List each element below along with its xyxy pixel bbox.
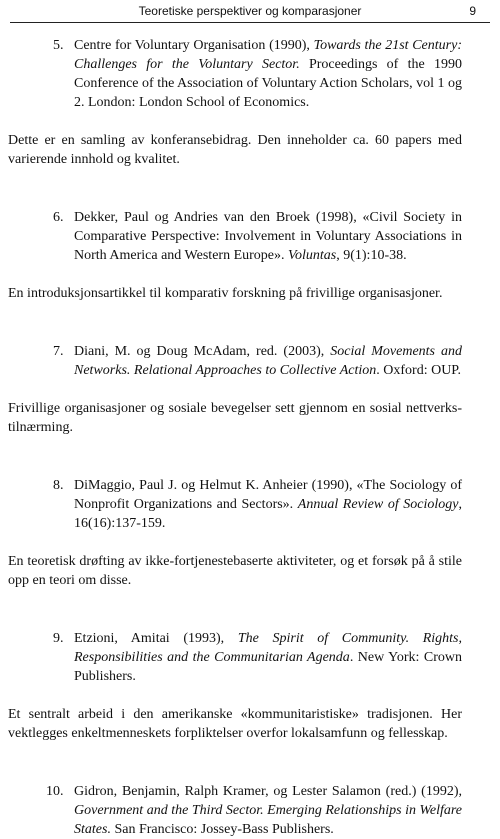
page-number: 9	[469, 4, 476, 18]
reference-entry	[8, 36, 462, 112]
reference-entry	[8, 629, 462, 686]
reference-text: Centre for Voluntary Organisation (1990),	[74, 38, 314, 53]
running-header	[10, 0, 490, 23]
reference-text: , 16(16):137-159.	[74, 497, 463, 531]
reference-text: Diani, M. og Doug McAdam, red. (2003),	[74, 344, 331, 359]
reference-text: Proceedings of the 1990 Conference of the Association of Voluntary Action Scholars, vol 1 og 2. London: London School of Economics.	[74, 57, 462, 110]
reference-text: San Francisco: Jossey-Bass Publishers.	[110, 822, 334, 837]
page-body	[8, 36, 462, 839]
reference-title: Government and the Third Sector. Emerging Relationships in Welfare States.	[74, 803, 462, 837]
reference-title: Annual Review of Sociology	[297, 497, 459, 512]
annotation: Frivillige organisasjoner og sosiale bevegelser sett gjennom en sosial nettverks-tilnærming.	[8, 401, 462, 435]
reference-text: , 9(1):10-38.	[336, 248, 407, 263]
reference-title: Towards the 21st Century: Challenges for the Voluntary Sector.	[74, 38, 462, 72]
annotation: Dette er en samling av konferansebidrag. Den inneholder ca. 60 papers med varierende innhold og kvalitet.	[8, 133, 462, 167]
running-title: Teoretiske perspektiver og komparasjoner	[138, 4, 362, 18]
reference-number: 6.	[53, 210, 64, 225]
reference-text: . Oxford: OUP.	[376, 363, 462, 378]
reference-number: 8.	[53, 478, 64, 493]
reference-number: 7.	[53, 344, 64, 359]
reference-text: Etzioni, Amitai (1993),	[74, 631, 238, 646]
reference-number: 9.	[53, 631, 64, 646]
annotation: En teoretisk drøfting av ikke-fortjenestebaserte aktiviteter, og et forsøk på å stile opp en teori om disse.	[8, 554, 462, 588]
reference-title: The Spirit of Community. Rights, Responsibilities and the Communitarian Agenda	[74, 631, 462, 665]
reference-title: Social Movements and Networks. Relational Approaches to Collective Action	[74, 344, 462, 378]
reference-title: Voluntas	[288, 248, 337, 263]
reference-entry	[8, 342, 462, 380]
reference-number: 10.	[46, 784, 64, 799]
reference-entry	[8, 208, 462, 265]
annotation: Et sentralt arbeid i den amerikanske «kommunitaristiske» tradisjonen. Her vektlegges enkeltmenneskets forpliktelser overfor lokalsamfunn og fellesskap.	[8, 707, 462, 741]
reference-text: Gidron, Benjamin, Ralph Kramer, og Lester Salamon (red.) (1992),	[74, 784, 462, 799]
reference-text: Dekker, Paul og Andries van den Broek (1998), «Civil Society in Comparative Perspective: Involvement in Voluntary Associations in North America and Western Europe».	[74, 210, 462, 263]
reference-entry	[8, 476, 462, 533]
reference-text: . New York: Crown Publishers.	[74, 650, 462, 684]
annotation: En introduksjonsartikkel til komparativ forskning på frivillige organisasjoner.	[8, 286, 443, 301]
reference-entry	[8, 782, 462, 839]
reference-text: DiMaggio, Paul J. og Helmut K. Anheier (1990), «The Sociology of Nonprofit Organizations and Sectors».	[74, 478, 462, 512]
reference-number: 5.	[53, 38, 64, 53]
